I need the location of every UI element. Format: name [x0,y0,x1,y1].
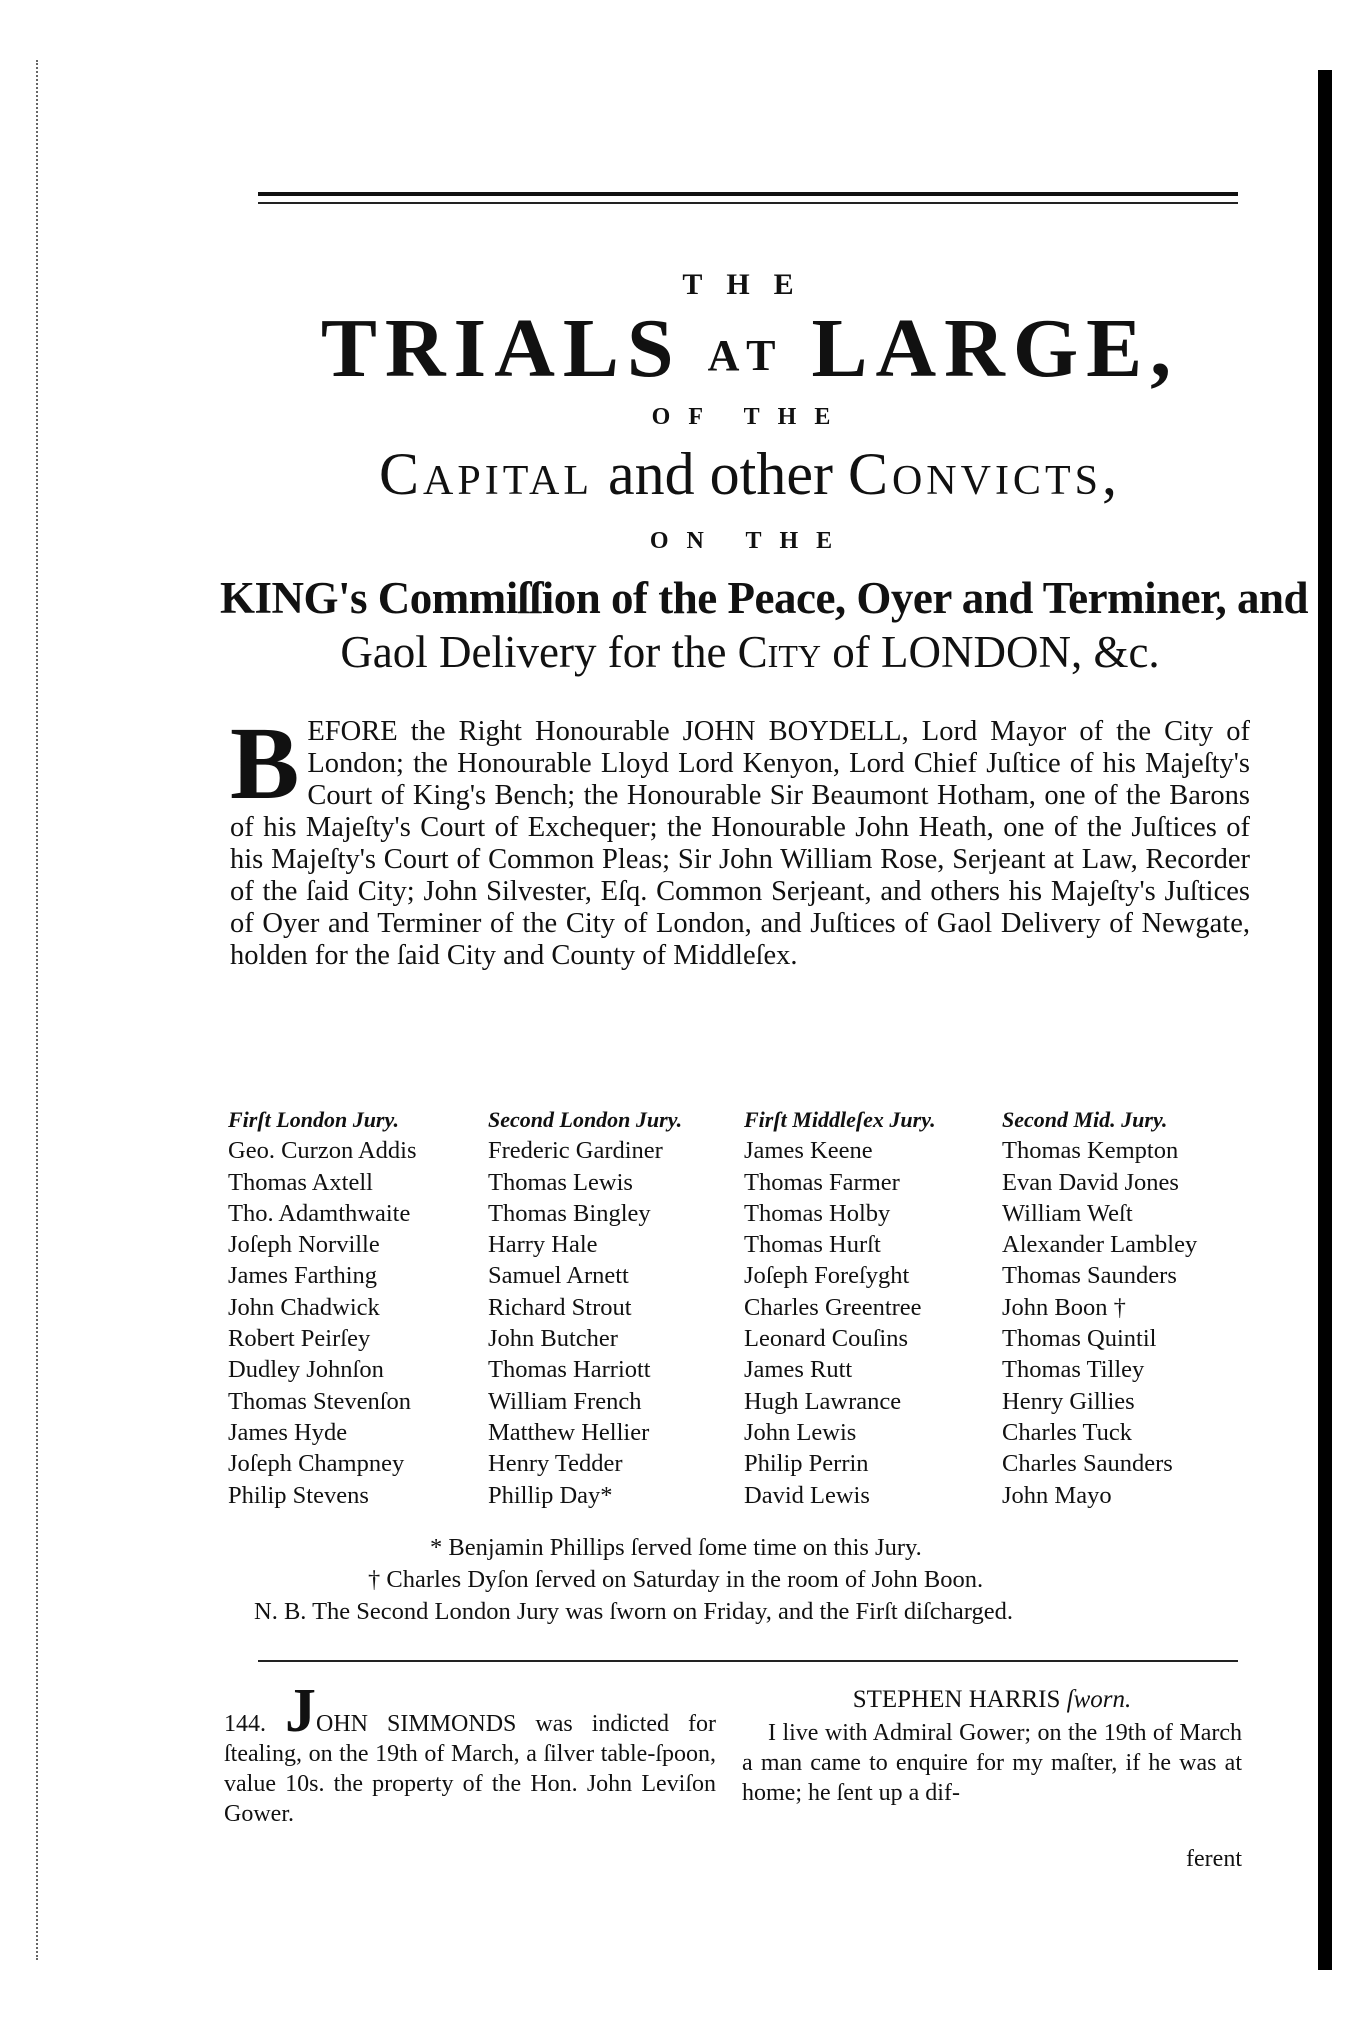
scan-binding-edge [36,60,52,1960]
juror: Phillip Day* [488,1481,613,1509]
witness-heading [742,1686,1242,1714]
subtitle-capital: Capital [379,441,594,507]
header-rule-thick [258,192,1238,196]
jury-heading: Firſt Middleſex Jury. [744,1107,936,1132]
jury-column-second-middlesex [1002,1104,1197,1511]
title-commission: KING's Commiſſion of the Peace, Oyer and Terminer, and [220,573,1309,623]
juror: Philip Stevens [228,1481,369,1509]
subtitle-convicts: Convicts, [847,441,1121,507]
subtitle-capital-convicts [220,440,1280,509]
scan-dark-edge [1318,70,1332,1970]
juror: William Weſt [1002,1199,1133,1227]
juror: Thomas Bingley [488,1199,651,1227]
witness-sworn: ſworn. [1066,1686,1132,1713]
section-rule [258,1660,1238,1662]
gaol-post: of LONDON, &c. [821,627,1160,677]
juror: David Lewis [744,1481,870,1509]
juror: Thomas Kempton [1002,1137,1179,1165]
juror: Alexander Lambley [1002,1231,1198,1259]
juror: Thomas Lewis [488,1168,633,1196]
juror: Hugh Lawrance [744,1387,902,1415]
catchword: ferent [1186,1846,1242,1872]
juror: Samuel Arnett [488,1262,629,1290]
case-number: 144. [224,1711,266,1737]
main-title-large: LARGE, [811,302,1180,395]
juror: John Boon † [1002,1293,1126,1321]
note-dagger: † Charles Dyſon ſerved on Saturday in the room of John Boon. [368,1566,984,1593]
juror: Harry Hale [488,1231,598,1259]
juror: Thomas Tilley [1002,1356,1145,1384]
juror: Thomas Stevenſon [228,1387,412,1415]
note-asterisk: * Benjamin Phillips ſerved ſome time on this Jury. [430,1534,922,1561]
main-title-at: AT [707,331,786,380]
subtitle-and-other: and other [593,441,848,507]
juror: John Butcher [488,1325,618,1353]
juror: Joſeph Foreſyght [744,1262,910,1290]
juror: Charles Saunders [1002,1450,1173,1478]
title-the: THE [682,268,818,301]
case-indictment [224,1677,717,1829]
juror: Philip Perrin [744,1450,869,1478]
juror: Matthew Hellier [488,1418,650,1446]
main-title [220,300,1280,397]
title-on-the: ON THE [649,528,851,554]
intro-paragraph [230,706,1250,972]
juror: Thomas Holby [744,1199,891,1227]
title-of-the: OF THE [651,404,849,430]
intro-dropcap: B [230,706,300,821]
juror: Thomas Farmer [744,1168,900,1196]
juror: John Lewis [744,1418,857,1446]
jury-list [488,1135,682,1511]
title-gaol-delivery [220,626,1280,678]
jury-list [744,1135,936,1511]
witness-name: STEPHEN HARRIS [852,1686,1061,1713]
jury-column-first-middlesex [744,1104,936,1511]
case-text: OHN SIMMONDS was indicted for ſtealing, on the 19th of March, a ſilver table-ſpoon, value 10s. the property of the Hon. John Leviſon Gower. [224,1711,717,1827]
juror: Henry Tedder [488,1450,623,1478]
juror: Geo. Curzon Addis [228,1137,417,1165]
intro-text: EFORE the Right Honourable JOHN BOYDELL, Lord Mayor of the City of London; the Honourable Lloyd Lord Kenyon, Lord Chief Juſtice of his Majeſty's Court of King's Bench; the Honourable Sir Beaumont Hotham, one of the Barons of his Majeſty's Court of Exchequer; the Honourable John Heath, one of the Juſtices of his Majeſty's Court of Common Pleas; Sir John William Rose, Serjeant at Law, Recorder of the ſaid City; John Silvester, Eſq. Common Serjeant, and others his Majeſty's Juſtices of Oyer and Terminer of the City of London, and Juſtices of Gaol Delivery of Newgate, holden for the ſaid City and County of Middleſex. [230,716,1250,971]
juror: James Rutt [744,1356,853,1384]
jury-heading: Second Mid. Jury. [1002,1107,1168,1132]
juror: Charles Greentree [744,1293,922,1321]
jury-list [228,1135,417,1511]
juror: James Farthing [228,1262,378,1290]
juror: Thomas Quintil [1002,1325,1157,1353]
juror: Leonard Couſins [744,1325,908,1353]
case-initial: J [285,1677,317,1745]
jury-column-second-london [488,1104,682,1511]
juror: Joſeph Norville [228,1231,380,1259]
juror: Thomas Hurſt [744,1231,881,1259]
juror: Robert Peirſey [228,1325,371,1353]
juror: John Mayo [1002,1481,1112,1509]
witness-testimony: I live with Admiral Gower; on the 19th of March a man came to enquire for my maſter, if he was at home; he ſent up a dif- [742,1720,1242,1806]
juror: Thomas Axtell [228,1168,373,1196]
juror: Frederic Gardiner [488,1137,663,1165]
juror: Tho. Adamthwaite [228,1199,411,1227]
juror: Charles Tuck [1002,1418,1133,1446]
juror: Evan David Jones [1002,1168,1179,1196]
juror: Thomas Harriott [488,1356,651,1384]
juror: William French [488,1387,642,1415]
header-rule-thin [258,202,1238,204]
jury-heading: Second London Jury. [488,1107,683,1132]
gaol-city: City [737,627,821,677]
gaol-pre: Gaol Delivery for the [340,627,738,677]
juror: John Chadwick [228,1293,380,1321]
juror: James Hyde [228,1418,348,1446]
note-nb: N. B. The Second London Jury was ſworn on Friday, and the Firſt diſcharged. [254,1598,1013,1625]
juror: Richard Strout [488,1293,632,1321]
jury-list [1002,1135,1197,1511]
juror: Henry Gillies [1002,1387,1135,1415]
juror: Dudley Johnſon [228,1356,384,1384]
juror: Thomas Saunders [1002,1262,1177,1290]
main-title-trials: TRIALS [320,302,682,395]
jury-column-first-london [228,1104,417,1511]
juror: James Keene [744,1137,873,1165]
jury-heading: Firſt London Jury. [228,1107,399,1132]
juror: Joſeph Champney [228,1450,405,1478]
